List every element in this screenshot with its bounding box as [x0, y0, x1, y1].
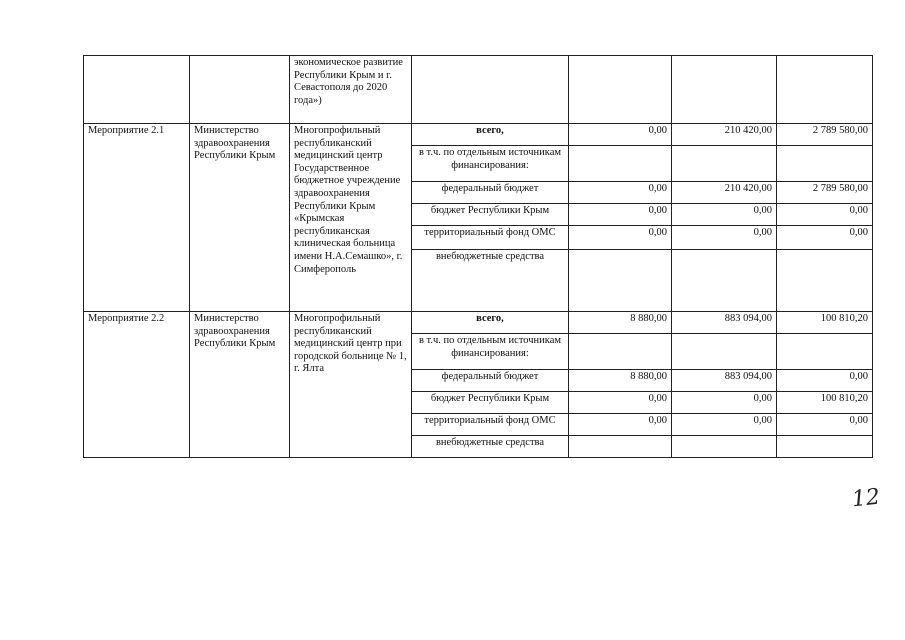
value-cell: 0,00 [569, 226, 672, 250]
table-row [84, 124, 873, 146]
value-cell: 0,00 [569, 414, 672, 436]
source-label: территориальный фонд ОМС [412, 226, 569, 250]
source-label: бюджет Республики Крым [412, 204, 569, 226]
value-cell [672, 334, 777, 370]
source-label: федеральный бюджет [412, 182, 569, 204]
value-cell [672, 436, 777, 458]
value-cell [569, 146, 672, 182]
value-cell [672, 146, 777, 182]
value-cell [672, 250, 777, 312]
value-cell [569, 334, 672, 370]
measure-object: Многопрофильный республиканский медицинский центр Государственное бюджетное учреждение здравоохранения Республики Крым «Крымская республиканская клиническая больница имени Н.А.Семашко», г. Симферополь [290, 124, 412, 312]
continuation-row [84, 56, 873, 124]
source-label: всего, [412, 312, 569, 334]
value-cell: 0,00 [569, 204, 672, 226]
measure-cell [84, 56, 190, 124]
value-cell [569, 436, 672, 458]
value-cell [672, 56, 777, 124]
value-cell: 883 094,00 [672, 312, 777, 334]
value-cell [777, 146, 873, 182]
value-cell: 8 880,00 [569, 370, 672, 392]
value-cell: 0,00 [569, 182, 672, 204]
measure-name: Мероприятие 2.1 [84, 124, 190, 312]
value-cell: 100 810,20 [777, 392, 873, 414]
measure-object: Многопрофильный республиканский медицинский центр при городской больнице № 1, г. Ялта [290, 312, 412, 458]
source-label: внебюджетные средства [412, 250, 569, 312]
value-cell: 0,00 [672, 204, 777, 226]
value-cell [777, 56, 873, 124]
value-cell: 8 880,00 [569, 312, 672, 334]
value-cell [569, 250, 672, 312]
source-cell [412, 56, 569, 124]
value-cell: 0,00 [777, 370, 873, 392]
value-cell [777, 436, 873, 458]
value-cell: 2 789 580,00 [777, 182, 873, 204]
value-cell: 0,00 [777, 414, 873, 436]
value-cell: 0,00 [569, 124, 672, 146]
measure-name: Мероприятие 2.2 [84, 312, 190, 458]
value-cell: 0,00 [569, 392, 672, 414]
value-cell: 100 810,20 [777, 312, 873, 334]
value-cell: 0,00 [672, 392, 777, 414]
measure-executor: Министерство здравоохранения Республики Крым [190, 312, 290, 458]
value-cell: 0,00 [672, 226, 777, 250]
source-label: всего, [412, 124, 569, 146]
value-cell: 210 420,00 [672, 182, 777, 204]
source-label: в т.ч. по отдельным источникам финансирования: [412, 146, 569, 182]
executor-cell [190, 56, 290, 124]
value-cell [569, 56, 672, 124]
value-cell: 0,00 [672, 414, 777, 436]
value-cell: 2 789 580,00 [777, 124, 873, 146]
financing-table [83, 55, 873, 458]
page-number: 12 [850, 484, 882, 513]
value-cell: 0,00 [777, 226, 873, 250]
source-label: территориальный фонд ОМС [412, 414, 569, 436]
value-cell [777, 334, 873, 370]
source-label: в т.ч. по отдельным источникам финансирования: [412, 334, 569, 370]
value-cell [777, 250, 873, 312]
value-cell: 210 420,00 [672, 124, 777, 146]
measure-executor: Министерство здравоохранения Республики Крым [190, 124, 290, 312]
source-label: федеральный бюджет [412, 370, 569, 392]
value-cell: 883 094,00 [672, 370, 777, 392]
table-row [84, 312, 873, 334]
source-label: внебюджетные средства [412, 436, 569, 458]
source-label: бюджет Республики Крым [412, 392, 569, 414]
value-cell: 0,00 [777, 204, 873, 226]
object-cell: экономическое развитие Республики Крым и г. Севастополя до 2020 года») [290, 56, 412, 124]
